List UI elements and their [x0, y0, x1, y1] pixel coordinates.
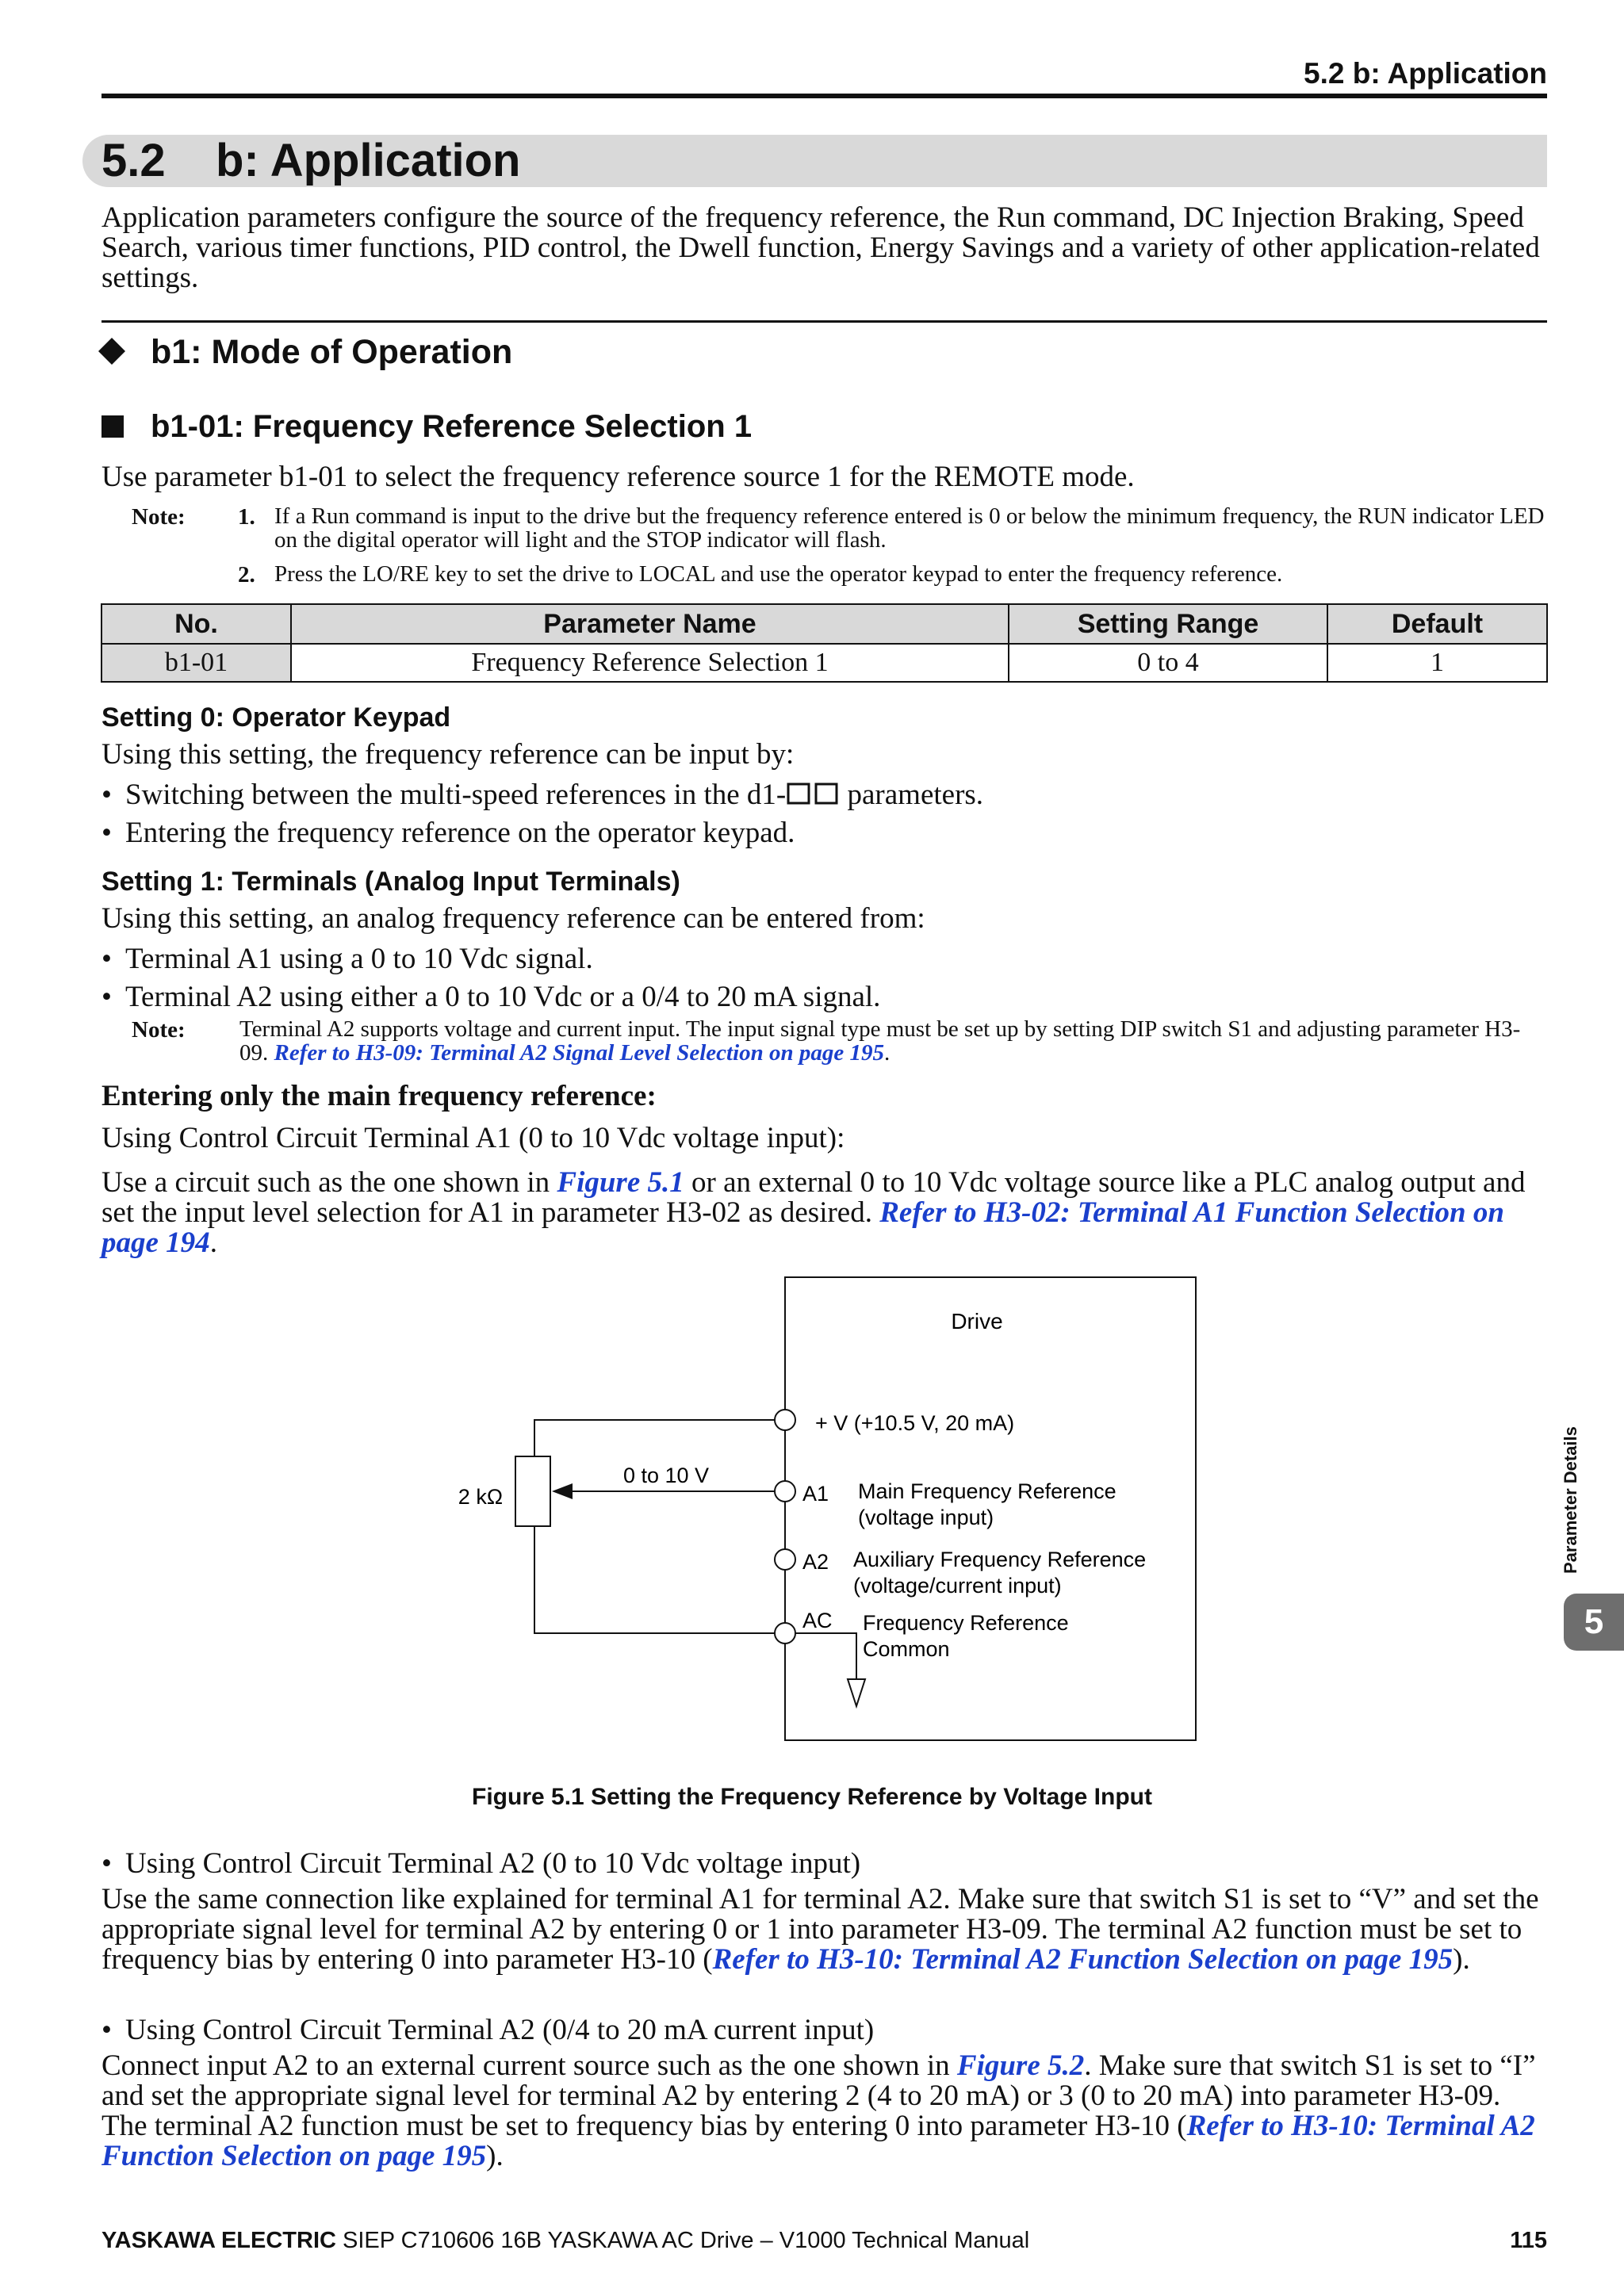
figure-caption: Figure 5.1 Setting the Frequency Reference by Voltage Input: [472, 1784, 1152, 1810]
resistor-label: 2 kΩ: [458, 1485, 503, 1509]
bullet-item: • Entering the frequency reference on the operator keypad.: [102, 817, 795, 849]
terminal-a1-icon: [775, 1481, 795, 1502]
note-text-1: If a Run command is input to the drive but the frequency reference entered is 0 or below the minimum frequency, the RUN indicator LED on the digital operator will light and the STOP indicator will flash.: [274, 503, 1545, 553]
ac-desc-1: Frequency Reference: [863, 1611, 1069, 1635]
note-text-end: .: [884, 1040, 891, 1066]
bullet-item: • Using Control Circuit Terminal A2 (0/4 to 20 mA current input): [102, 2014, 875, 2046]
bullet-text: Terminal A1 using a 0 to 10 Vdc signal.: [125, 943, 593, 975]
running-header: 5.2 b: Application: [1304, 57, 1547, 90]
vplus-wire: [534, 1420, 785, 1456]
paragraph-text: .: [209, 1226, 217, 1259]
paragraph-text: or an external 0 to 10 Vdc voltage source like a PLC analog output and set the input level selection for A1 in parameter H3-02 as desired.: [102, 1166, 1526, 1229]
range-label: 0 to 10 V: [622, 1464, 710, 1487]
bullet-item: • Terminal A2 using either a 0 to 10 Vdc or a 0/4 to 20 mA signal.: [102, 981, 881, 1013]
table-header-cell: Setting Range: [1009, 604, 1327, 644]
heading-b1: b1: Mode of Operation: [151, 333, 513, 371]
table-header-cell: Parameter Name: [291, 604, 1009, 644]
table-cell: 0 to 4: [1009, 644, 1327, 682]
terminal-ac-icon: [775, 1623, 795, 1644]
footer-doc-info: [102, 2228, 1029, 2254]
paragraph-text: ).: [1453, 1943, 1470, 1976]
a2-desc-1: Auxiliary Frequency Reference: [853, 1548, 1147, 1571]
a1-desc-2: (voltage input): [858, 1506, 994, 1529]
ac-wire: [534, 1526, 785, 1633]
a1-label: A1: [802, 1482, 829, 1506]
table-cell: 1: [1327, 644, 1547, 682]
bullet-text: Using Control Circuit Terminal A2 (0 to 10 Vdc voltage input): [125, 1847, 861, 1880]
bullet-text: Terminal A2 using either a 0 to 10 Vdc or a 0/4 to 20 mA signal.: [125, 981, 881, 1013]
side-chapter-label: Parameter Details: [1561, 1426, 1580, 1574]
footer-brand: YASKAWA ELECTRIC: [102, 2228, 336, 2253]
main-ref-heading: Entering only the main frequency reference:: [102, 1080, 657, 1112]
setting-1-heading: Setting 1: Terminals (Analog Input Terminals): [102, 867, 680, 897]
section-title: b: Application: [216, 135, 521, 186]
ground-wire: [795, 1633, 856, 1679]
bullet-text: Switching between the multi-speed references in the d1-: [125, 779, 787, 811]
note-number-2: 2.: [238, 562, 255, 587]
link-figure-5-1[interactable]: Figure 5.1: [557, 1166, 684, 1199]
paragraph-text: Connect input A2 to an external current source such as the one shown in: [102, 2049, 957, 2082]
ac-label: AC: [802, 1609, 833, 1632]
a2-current-paragraph: [102, 2051, 1547, 2172]
bullet-text-end: parameters.: [840, 779, 984, 811]
link-h3-10[interactable]: Refer to H3-10: Terminal A2 Function Selection on page 195: [712, 1943, 1454, 1976]
wiper-arrow-icon: [552, 1483, 573, 1499]
note-text: Terminal A2 supports voltage and current input. The input signal type must be set up by setting DIP switch S1 and adjusting parameter H3-09.: [239, 1016, 1521, 1066]
drive-label: Drive: [951, 1309, 1003, 1334]
table-cell: Frequency Reference Selection 1: [291, 644, 1009, 682]
section-number: 5.2: [102, 135, 166, 186]
vplus-label: + V (+10.5 V, 20 mA): [815, 1411, 1015, 1435]
bullet-text: Using Control Circuit Terminal A2 (0/4 to 20 mA current input): [125, 2014, 875, 2046]
bullet-item: • Switching between the multi-speed references in the d1- parameters.: [102, 778, 983, 813]
ground-symbol-icon: [848, 1679, 865, 1706]
chapter-tab[interactable]: 5: [1564, 1594, 1624, 1651]
resistor-symbol: [515, 1456, 550, 1526]
page-number: 115: [1510, 2228, 1547, 2253]
note-label: Note:: [132, 1017, 186, 1043]
link-h3-10[interactable]: Refer to H3-10: Terminal A2 Function Selection on page 195: [102, 2110, 1535, 2172]
bullet-item: • Terminal A1 using a 0 to 10 Vdc signal.: [102, 943, 593, 975]
note-label: Note:: [132, 504, 186, 530]
terminal-a2-icon: [775, 1549, 795, 1570]
setting-1-text: Using this setting, an analog frequency reference can be entered from:: [102, 902, 925, 935]
b1-01-description: Use parameter b1-01 to select the frequency reference source 1 for the REMOTE mode.: [102, 461, 1135, 493]
paragraph-text: ).: [486, 2140, 504, 2172]
a1-desc-1: Main Frequency Reference: [858, 1479, 1116, 1503]
table-header-cell: Default: [1327, 604, 1547, 644]
footer-doc-title: SIEP C710606 16B YASKAWA AC Drive – V1000 Technical Manual: [335, 2228, 1030, 2253]
setting-0-text: Using this setting, the frequency reference can be input by:: [102, 738, 795, 771]
bullet-text: Entering the frequency reference on the operator keypad.: [125, 817, 795, 849]
a2-desc-2: (voltage/current input): [853, 1574, 1062, 1598]
paragraph-text: . Make sure that switch S1 is set to “I” and set the appropriate signal level for terminal A2 by entering 2 (4 to 20 mA) or 3 (0 to 20 mA) into parameter H3-09. The terminal A2 function must be set to frequency bias by entering 0 into parameter H3-10 (: [102, 2049, 1536, 2142]
table-header-cell: No.: [102, 604, 291, 644]
note-text-2: Press the LO/RE key to set the drive to LOCAL and use the operator keypad to enter the frequency reference.: [274, 561, 1283, 587]
note-number-1: 1.: [238, 504, 255, 530]
bullet-item: • Using Control Circuit Terminal A2 (0 to 10 Vdc voltage input): [102, 1847, 861, 1880]
terminal-vplus-icon: [775, 1410, 795, 1430]
a2-voltage-paragraph: [102, 1885, 1547, 1975]
ac-desc-2: Common: [863, 1637, 950, 1661]
link-figure-5-2[interactable]: Figure 5.2: [956, 2049, 1085, 2082]
heading-b1-01: b1-01: Frequency Reference Selection 1: [151, 409, 753, 444]
paragraph-text: Use the same connection like explained for terminal A1 for terminal A2. Make sure that switch S1 is set to “V” and set the appropriate signal level for terminal A2 by entering 0 or 1 into parameter H3-09. The terminal A2 function must be set to frequency bias by entering 0 into parameter H3-10 (: [102, 1883, 1539, 1976]
a2-label: A2: [802, 1550, 829, 1574]
setting-0-heading: Setting 0: Operator Keypad: [102, 702, 451, 733]
main-ref-line: Using Control Circuit Terminal A1 (0 to 10 Vdc voltage input):: [102, 1122, 845, 1154]
link-h3-09[interactable]: Refer to H3-09: Terminal A2 Signal Level Selection on page 195: [274, 1040, 885, 1066]
table-cell: b1-01: [102, 644, 291, 682]
paragraph-text: Use a circuit such as the one shown in: [102, 1166, 557, 1199]
section-intro: Application parameters configure the source of the frequency reference, the Run command, DC Injection Braking, Speed Search, various timer functions, PID control, the Dwell function, Energy Savings and a variety of other application-related settings.: [102, 201, 1540, 294]
link-h3-02[interactable]: Refer to H3-02: Terminal A1 Function Selection on page 194: [102, 1196, 1504, 1259]
